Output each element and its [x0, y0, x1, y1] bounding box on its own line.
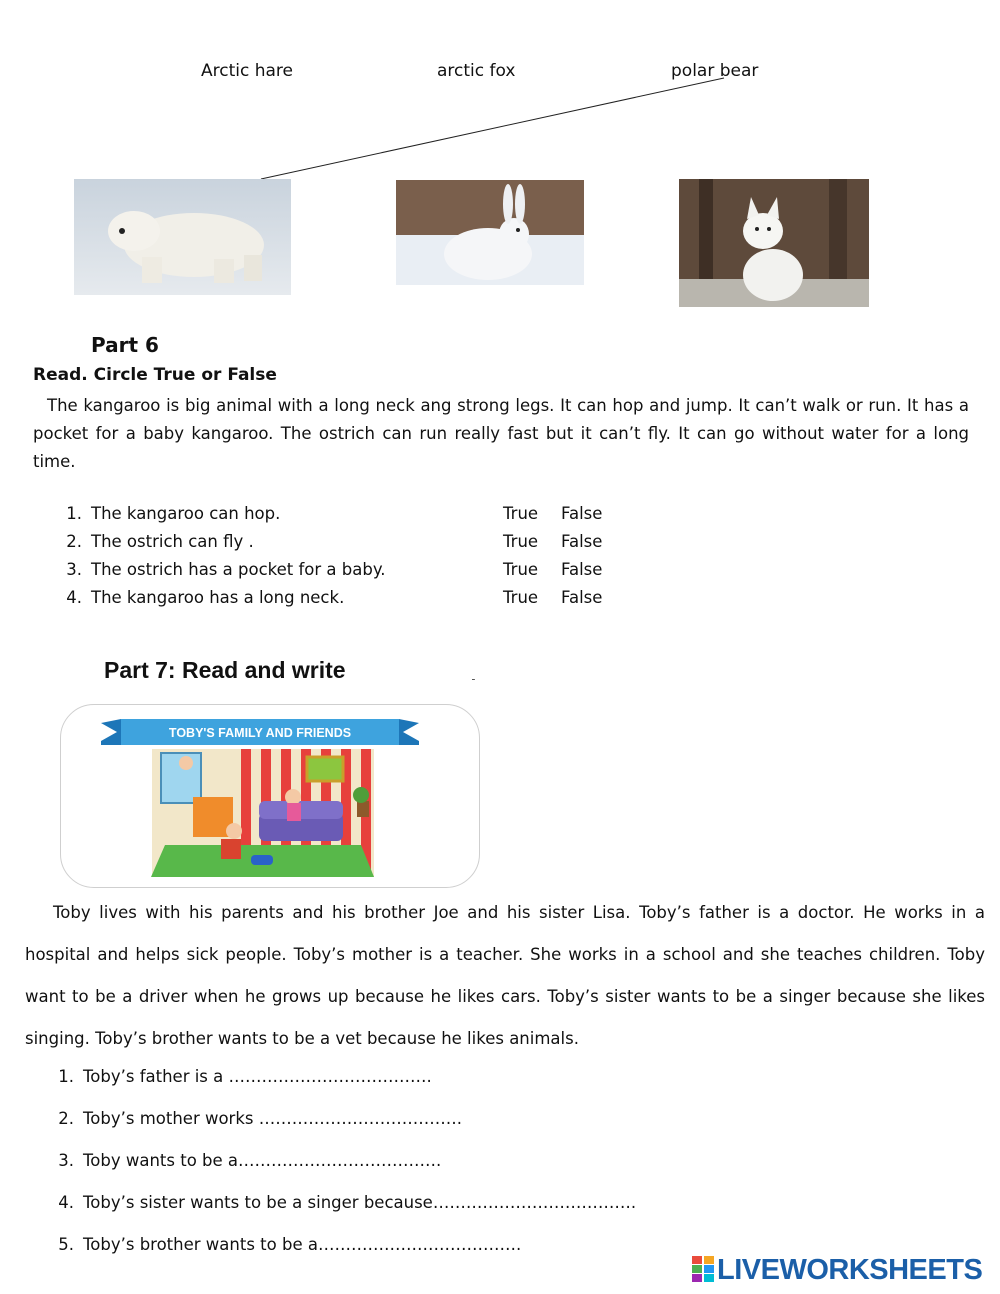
question-4[interactable]	[52, 1193, 636, 1212]
match-word-arctic-hare[interactable]: Arctic hare	[201, 61, 293, 81]
true-option[interactable]: True	[503, 532, 539, 551]
tf-item-statement: The ostrich has a pocket for a baby.	[91, 560, 386, 579]
arctic-hare-photo[interactable]	[396, 180, 584, 285]
part7-title: Part 7: Read and write	[104, 657, 346, 683]
question-text: Toby’s mother works ……………………………….	[83, 1109, 462, 1128]
question-text: Toby wants to be a……………………………….	[83, 1151, 442, 1170]
tf-item-number: 4.	[66, 588, 82, 607]
part6-instruction: Read. Circle True or False	[33, 365, 277, 385]
logo-icon	[692, 1256, 714, 1290]
question-number: 4.	[58, 1193, 74, 1212]
question-text: Toby’s father is a ……………………………….	[83, 1067, 432, 1086]
match-word-polar-bear[interactable]: polar bear	[671, 61, 759, 81]
toby-illustration	[61, 705, 479, 887]
match-word-arctic-fox[interactable]: arctic fox	[437, 61, 516, 81]
tf-item-statement: The ostrich can fly .	[91, 532, 254, 551]
logo-text: LIVEWORKSHEETS	[717, 1254, 983, 1286]
false-option[interactable]: False	[561, 532, 603, 551]
false-option[interactable]: False	[561, 504, 603, 523]
tf-item-number: 3.	[66, 560, 82, 579]
question-number: 5.	[58, 1235, 74, 1254]
part6-paragraph: The kangaroo is big animal with a long neck ang strong legs. It can hop and jump. It can’t walk or run. It has a pocket for a baby kangaroo. The ostrich can run really fast but it can’t fly. It can go without water for a long time.	[33, 396, 969, 471]
toby-illustration-frame	[60, 704, 480, 888]
illustration-banner-text: TOBY'S FAMILY AND FRIENDS	[168, 726, 352, 740]
tf-item-statement: The kangaroo has a long neck.	[91, 588, 345, 607]
match-line	[0, 0, 1000, 200]
question-number: 1.	[58, 1067, 74, 1086]
question-number: 2.	[58, 1109, 74, 1128]
arctic-fox-photo[interactable]	[679, 179, 869, 307]
question-5[interactable]	[52, 1235, 521, 1254]
true-option[interactable]: True	[503, 560, 539, 579]
tf-item-number: 2.	[66, 532, 82, 551]
false-option[interactable]: False	[561, 588, 603, 607]
tf-item-statement: The kangaroo can hop.	[91, 504, 281, 523]
part6-title: Part 6	[91, 333, 159, 357]
liveworksheets-logo[interactable]	[692, 1254, 982, 1290]
tf-item-number: 1.	[66, 504, 82, 523]
polar-bear-photo[interactable]	[74, 179, 291, 295]
part7-paragraph: Toby lives with his parents and his brother Joe and his sister Lisa. Toby’s father is a doctor. He works in a hospital and helps sick people. Toby’s mother is a teacher. She works in a school and she teaches children. Toby want to be a driver when he grows up because he likes cars. Toby’s sister wants to be a singer because she likes singing. Toby’s brother wants to be a vet because he likes animals.	[25, 903, 985, 1048]
question-text: Toby’s brother wants to be a……………………………….	[83, 1235, 522, 1254]
question-text: Toby’s sister wants to be a singer because……………………………….	[83, 1193, 637, 1212]
question-2[interactable]	[52, 1109, 462, 1128]
true-option[interactable]: True	[503, 588, 539, 607]
question-1[interactable]	[52, 1067, 432, 1086]
false-option[interactable]: False	[561, 560, 603, 579]
question-3[interactable]	[52, 1151, 441, 1170]
true-option[interactable]: True	[503, 504, 539, 523]
question-number: 3.	[58, 1151, 74, 1170]
cropped-fragment	[472, 671, 500, 685]
